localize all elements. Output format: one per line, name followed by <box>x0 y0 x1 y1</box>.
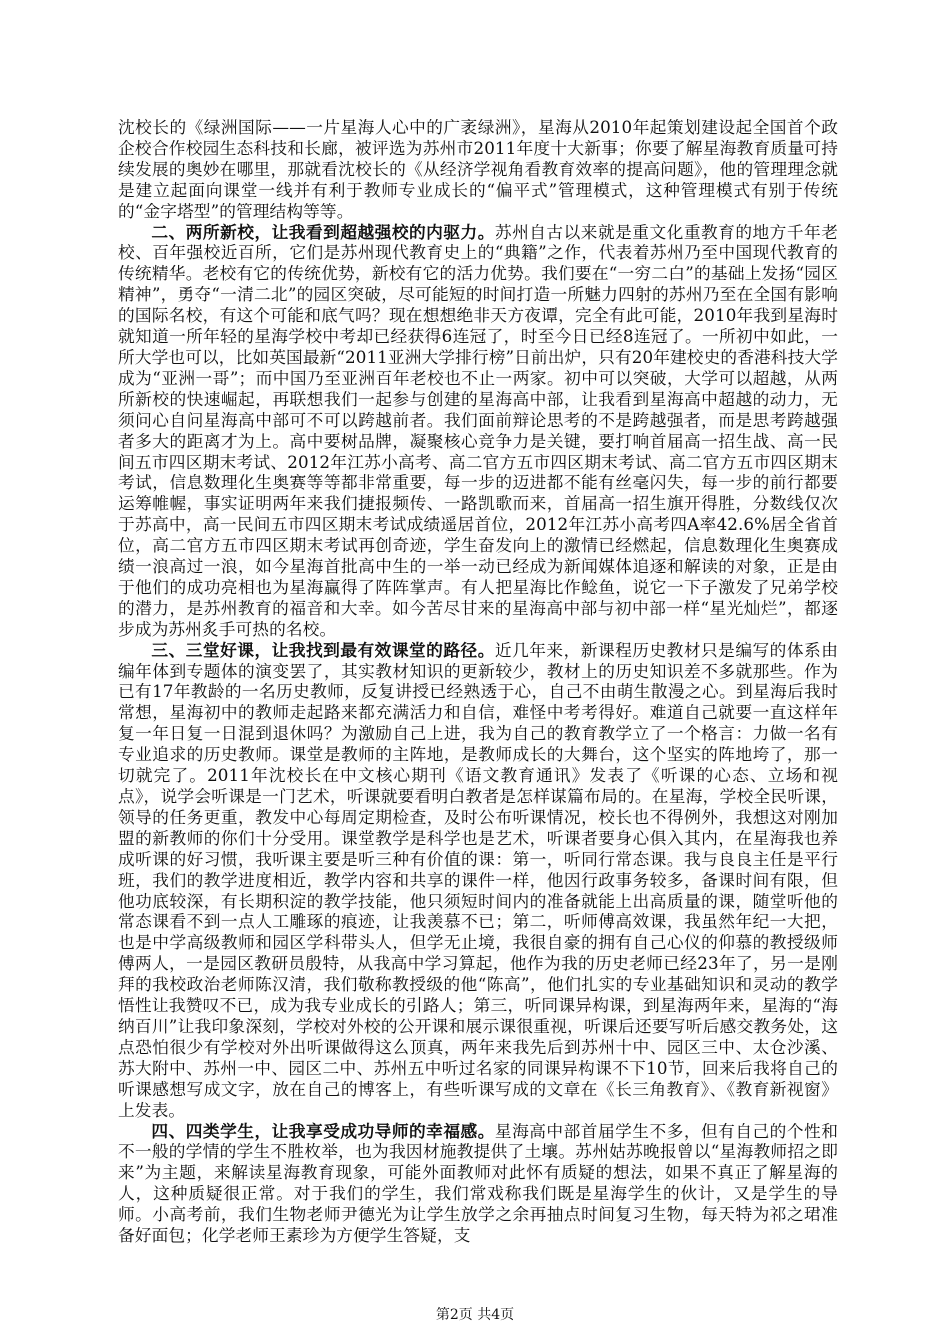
paragraph-text: 近几年来，新课程历史教材只是编写的体系由编年体到专题体的演变罢了，其实教材知识的更新较少，教材上的历史知识差不多就那些。作为已有17年教龄的一名历史教师，反复讲授已经熟透于心，自己不由萌生散漫之心。到星海后我时常想，星海初中的教师走起路来都充满活力和自信，难怪中考考得好。难道自己就要一直这样年复一年日复一日混到退休吗？为激励自己上进，我为自己的教育教学立了一个格言：力做一名有专业追求的历史教师。课堂是教师的主阵地，是教师成长的大舞台，这个坚实的阵地垮了，那一切就完了。2011年沈校长在中文核心期刊《语文教育通讯》发表了《听课的心态、立场和视点》，说学会听课是一门艺术，听课就要看明白教者是怎样谋篇布局的。在星海，学校全民听课，领导的任务更重，教发中心每周定期检查，及时公布听课情况，校长也不得例外，我想这对刚加盟的新教师的你们十分受用。课堂教学是科学也是艺术，听课者要身心俱入其内，在星海我也养成听课的好习惯，我听课主要是听三种有价值的课：第一，听同行常态课。我与良良主任是平行班，我们的教学进度相近，教学内容和共享的课件一样，他因行政事务较多，备课时间有限，但他功底较深，有长期积淀的教学技能，他只须短时间内的准备就能上出高质量的课，随堂听他的常态课看不到一点人工雕琢的痕迹，让我羡慕不已；第二，听师傅高效课，我虽然年纪一大把，也是中学高级教师和园区学科带头人，但学无止境，我很自豪的拥有自己心仪的仰慕的教授级师傅两人，一是园区教研员殷特，从我高中学习算起，他作为我的历史老师已经23年了，另一是刚拜的我校政治老师陈汉清，我们敬称教授级的他“陈高”，他们扎实的专业基础知识和灵动的教学悟性让我赞叹不已，成为我专业成长的引路人；第三，听同课异构课，到星海两年来，星海的“海纳百川”让我印象深刻，学校对外校的公开课和展示课很重视，听课后还要写听后感交教务处，这点恐怕很少有学校对外出听课做得这么顶真，两年来我先后到苏州十中、园区三中、太仓沙溪、苏大附中、苏州一中、园区二中、苏州五中听过名家的同课异构课不下10节，回来后我将自己的听课感想写成文字，放在自己的博客上，有些听课写成的文章在《长三角教育》、《教育新视窗》上发表。 <box>118 639 838 1120</box>
document-body <box>118 117 838 1246</box>
paragraph-section-2 <box>118 222 838 640</box>
paragraph-text: 沈校长的《绿洲国际——一片星海人心中的广袤绿洲》，星海从2010年起策划建设起全国首个政企校合作校园生态科技和长廊，被评选为苏州市2011年度十大新事；你要了解星海教育质量可持续发展的奥妙在哪里，那就看沈校长的《从经济学视角看教育效率的提高问题》，他的管理理念就是建立起面向课堂一线并有利于教师专业成长的“偏平式”管理模式，这种管理模式有别于传统的“金字塔型”的管理结构等等。 <box>118 117 838 221</box>
section-heading: 三、三堂好课，让我找到最有效课堂的路径。 <box>151 639 495 660</box>
paragraph-section-3 <box>118 640 838 1121</box>
section-heading: 二、两所新校，让我看到超越强校的内驱力。 <box>151 221 495 242</box>
paragraph-text: 苏州自古以来就是重文化重教育的地方千年老校、百年强校近百所，它们是苏州现代教育史上的“典籍”之作，代表着苏州乃至中国现代教育的传统精华。老校有它的传统优势，新校有它的活力优势。我们要在“一穷二白”的基础上发扬“园区精神”，勇夺“一清二北”的园区突破，尽可能短的时间打造一所魅力四射的苏州乃至在全国有影响的国际名校，有这个可能和底气吗？现在想想绝非天方夜谭，完全有此可能，2010年我到星海时就知道一所年轻的星海学校中考却已经获得6连冠了，时至今日已经8连冠了。一所初中如此，一所大学也可以，比如英国最新“2011亚洲大学排行榜”日前出炉，只有20年建校史的香港科技大学成为“亚洲一哥”；而中国乃至亚洲百年老校也不止一两家。初中可以突破，大学可以超越，从两所新校的快速崛起，再联想我们一起参与创建的星海高中部，让我看到星海高中超越的动力，无须问心自问星海高中部可不可以跨越前者。我们面前辩论思考的不是跨越强者，而是思考跨越强者多大的距离才为上。高中要树品牌，凝聚核心竞争力是关键，要打响首届高一招生战、高一民间五市四区期末考试、2012年江苏小高考、高二官方五市四区期末考试、高二官方五市四区期末考试，信息数理化生奥赛等等都非常重要，每一步的迈进都不能有丝毫闪失，每一步的前行都要运筹帷幄，事实证明两年来我们捷报频传、一路凯歌而来，首届高一招生旗开得胜，分数线仅次于苏高中，高一民间五市四区期末考试成绩遥居首位，2012年江苏小高考四A率42.6%居全省首位，高二官方五市四区期末考试再创奇迹，学生奋发向上的激情已经燃起，信息数理化生奥赛成绩一浪高过一浪，如今星海首批高中生的一举一动已经成为新闻媒体追逐和解读的对象，正是由于他们的成功亮相也为星海赢得了阵阵掌声。有人把星海比作鲶鱼，说它一下子激发了兄弟学校的潜力，是苏州教育的福音和大幸。如今苦尽甘来的星海高中部与初中部一样“星光灿烂”，都逐步成为苏州炙手可热的名校。 <box>118 221 838 639</box>
page-footer <box>0 1304 950 1324</box>
section-heading: 四、四类学生，让我享受成功导师的幸福感。 <box>151 1120 495 1141</box>
page-number-label: 第2页 共4页 <box>435 1307 515 1323</box>
paragraph-text: 星海高中部首届学生不多，但有自己的个性和不一般的学情的学生不胜枚举，也为我因材施教提供了土壤。苏州姑苏晚报曾以“星海教师招之即来”为主题，来解读星海教育现象，可能外面教师对此怀有质疑的想法，如果不真正了解星海的人，这种质疑很正常。对于我们的学生，我们常戏称我们既是星海学生的伙计，又是学生的导师。小高考前，我们生物老师尹德光为让学生放学之余再抽点时间复习生物，每天特为祁之珺准备好面包；化学老师王素珍为方便学生答疑，支 <box>118 1120 838 1246</box>
paragraph-continuation <box>118 117 838 222</box>
paragraph-section-4 <box>118 1121 838 1246</box>
